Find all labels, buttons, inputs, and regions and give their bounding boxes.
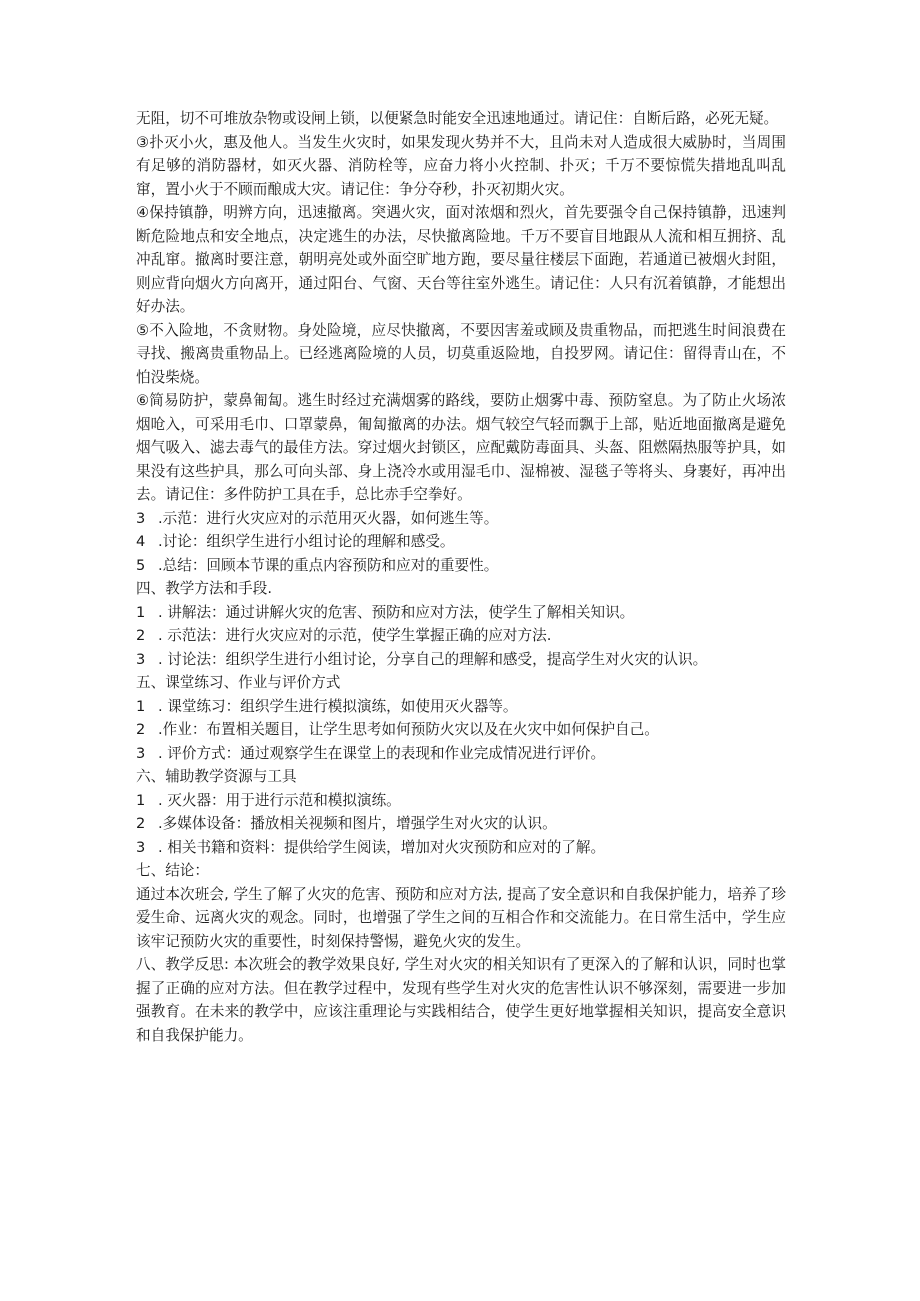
list-item-text: .多媒体设备：播放相关视频和图片，增强学生对火灾的认识。 bbox=[158, 815, 557, 832]
list-item-number: 2 bbox=[136, 627, 146, 644]
list-item-text: . 讨论法：组织学生进行小组讨论，分享自己的理解和感受，提高学生对火灾的认识。 bbox=[158, 650, 708, 668]
list-item-exercise-2 bbox=[136, 718, 786, 742]
list-item-method-2 bbox=[136, 624, 786, 648]
paragraph-extinguish-small-fire: ③扑灭小火，惠及他人。当发生火灾时，如果发现火势并不大，且尚未对人造成很大威胁时，当周围有足够的消防器材，如灭火器、消防栓等，应奋力将小火控制、扑灭；千万不要惊慌失措地乱叫乱窜，置小火于不顾而酿成大灾。请记住：争分夺秒，扑灭初期火灾。 bbox=[136, 133, 786, 198]
list-item-number: 3 bbox=[136, 509, 146, 527]
list-item-number: 2 bbox=[136, 815, 146, 832]
paragraph-no-valuables: ⑤不入险地，不贪财物。身处险境，应尽快撤离，不要因害羞或顾及贵重物品，而把逃生时间浪费在寻找、搬离贵重物品上。已经逃离险境的人员，切莫重返险地，自投罗网。请记住：留得青山在，不怕没柴烧。 bbox=[136, 321, 786, 386]
list-item-text: .总结：回顾本节课的重点内容预防和应对的重要性。 bbox=[158, 556, 499, 574]
list-item-text: . 讲解法：通过讲解火灾的危害、预防和应对方法，使学生了解相关知识。 bbox=[158, 603, 635, 621]
list-item-number: 3 bbox=[136, 650, 146, 668]
list-item-text: .作业：布置相关题目，让学生思考如何预防火灾以及在火灾中如何保护自己。 bbox=[158, 721, 659, 738]
list-item-number: 5 bbox=[136, 556, 146, 574]
paragraph-conclusion: 通过本次班会, 学生了解了火灾的危害、预防和应对方法, 提高了安全意识和自我保护能力，培养了珍爱生命、远离火灾的观念。同时，也增强了学生之间的互相合作和交流能力。在日常生活中，学生应该牢记预防火灾的重要性，时刻保持警惕，避免火灾的发生。 bbox=[136, 885, 786, 950]
list-item-exercise-1 bbox=[136, 695, 786, 719]
list-item-method-3 bbox=[136, 648, 786, 672]
paragraph-exit-clear: 无阻，切不可堆放杂物或设闸上锁，以便紧急时能安全迅速地通过。请记住：自断后路，必死无疑。 bbox=[136, 110, 779, 127]
list-item-resource-1 bbox=[136, 789, 786, 813]
section-heading-exercises: 五、课堂练习、作业与评价方式 bbox=[136, 674, 341, 691]
list-item-step-3 bbox=[136, 507, 786, 531]
list-item-step-4 bbox=[136, 530, 786, 554]
list-item-text: . 相关书籍和资料：提供给学生阅读，增加对火灾预防和应对的了解。 bbox=[158, 838, 606, 856]
document-body bbox=[136, 107, 786, 1047]
list-item-number: 1 bbox=[136, 603, 146, 621]
list-item-text: . 示范法：进行火灾应对的示范，使学生掌握正确的应对方法. bbox=[158, 627, 552, 644]
list-item-text: .讨论：组织学生进行小组讨论的理解和感受。 bbox=[158, 533, 455, 550]
paragraph-stay-calm: ④保持镇静，明辨方向，迅速撤离。突遇火灾，面对浓烟和烈火，首先要强令自己保持镇静，迅速判断危险地点和安全地点，决定逃生的办法，尽快撤离险地。千万不要盲目地跟从人流和相互拥挤、乱冲乱窜。撤离时要注意，朝明亮处或外面空旷地方跑，要尽量往楼层下面跑，若通道已被烟火封阻，则应背向烟火方向离开，通过阳台、气窗、天台等往室外逃生。请记住：人只有沉着镇静，才能想出好办法。 bbox=[136, 204, 786, 315]
list-item-resource-3 bbox=[136, 836, 786, 860]
list-item-number: 2 bbox=[136, 721, 146, 738]
section-heading-methods: 四、教学方法和手段. bbox=[136, 580, 272, 597]
list-item-number: 4 bbox=[136, 533, 146, 550]
list-item-step-5 bbox=[136, 554, 786, 578]
section-heading-resources: 六、辅助教学资源与工具 bbox=[136, 768, 297, 785]
list-item-number: 3 bbox=[136, 744, 146, 762]
list-item-text: .示范：进行火灾应对的示范用灭火器，如何逃生等。 bbox=[158, 509, 499, 527]
list-item-method-1 bbox=[136, 601, 786, 625]
list-item-number: 3 bbox=[136, 838, 146, 856]
paragraph-reflection: 八、教学反思: 本次班会的教学效果良好, 学生对火灾的相关知识有了更深入的了解和认识，同时也掌握了正确的应对方法。但在教学过程中，发现有些学生对火灾的危害性认识不够深刻，需要进一步加强教育。在未来的教学中，应该注重理论与实践相结合，使学生更好地掌握相关知识，提高安全意识和自我保护能力。 bbox=[136, 956, 786, 1044]
list-item-number: 1 bbox=[136, 791, 146, 809]
section-heading-conclusion: 七、结论： bbox=[136, 862, 209, 879]
list-item-number: 1 bbox=[136, 697, 146, 715]
list-item-text: . 评价方式：通过观察学生在课堂上的表现和作业完成情况进行评价。 bbox=[158, 744, 606, 762]
list-item-exercise-3 bbox=[136, 742, 786, 766]
list-item-text: . 课堂练习：组织学生进行模拟演练，如使用灭火器等。 bbox=[158, 697, 518, 715]
paragraph-simple-protection: ⑥简易防护，蒙鼻匍匐。逃生时经过充满烟雾的路线，要防止烟雾中毒、预防窒息。为了防止火场浓烟呛入，可采用毛巾、口罩蒙鼻，匍匐撤离的办法。烟气较空气轻而飘于上部，贴近地面撤离是避免烟气吸入、滤去毒气的最佳方法。穿过烟火封锁区，应配戴防毒面具、头盔、阻燃隔热服等护具，如果没有这些护具，那么可向头部、身上浇冷水或用湿毛巾、湿棉被、湿毯子等将头、身裹好，再冲出去。请记住：多件防护工具在手，总比赤手空拳好。 bbox=[136, 392, 786, 503]
list-item-text: . 灭火器：用于进行示范和模拟演练。 bbox=[158, 791, 401, 809]
list-item-resource-2 bbox=[136, 812, 786, 836]
